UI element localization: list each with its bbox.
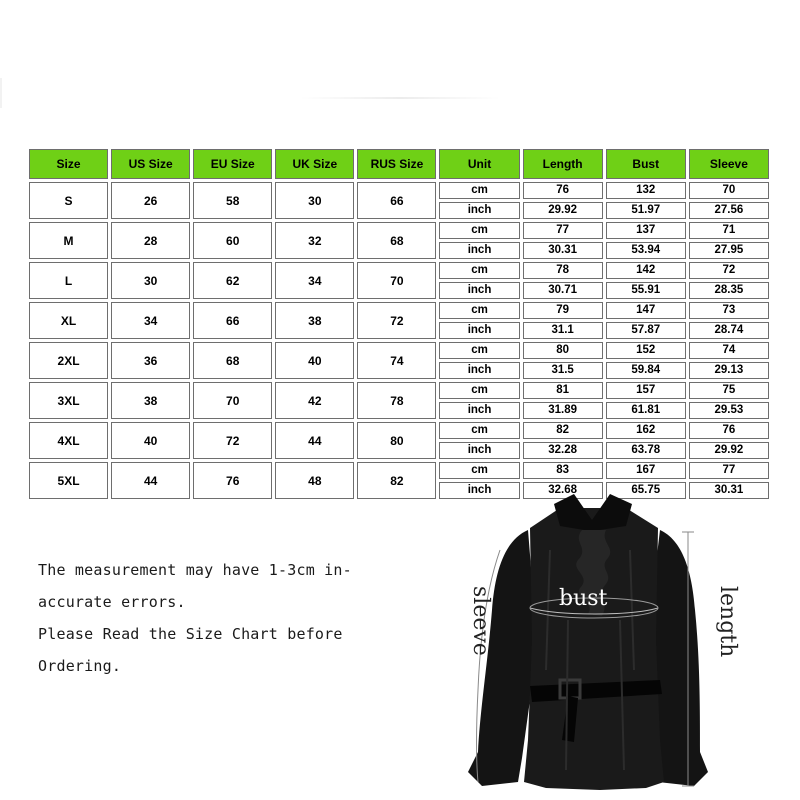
note-line: Please Read the Size Chart before — [38, 625, 343, 643]
table-row — [29, 222, 769, 239]
cell-eu: 62 — [193, 262, 272, 299]
cell-uk: 38 — [275, 302, 354, 339]
cell-size: 4XL — [29, 422, 108, 459]
cell-sleeve: 28.74 — [689, 322, 769, 339]
cell-size: XL — [29, 302, 108, 339]
left-sleeve-shape — [468, 530, 536, 786]
cell-unit: cm — [439, 462, 519, 479]
column-header: Unit — [439, 149, 519, 179]
cell-unit: cm — [439, 262, 519, 279]
bust-label: bust — [559, 586, 608, 611]
cell-bust: 57.87 — [606, 322, 686, 339]
measurement-note — [38, 554, 398, 682]
cell-unit: cm — [439, 302, 519, 319]
note-line: Ordering. — [38, 657, 122, 675]
cell-rus: 68 — [357, 222, 436, 259]
cell-length: 29.92 — [523, 202, 603, 219]
cell-unit: cm — [439, 222, 519, 239]
cell-length: 77 — [523, 222, 603, 239]
table-row — [29, 462, 769, 479]
cell-eu: 60 — [193, 222, 272, 259]
note-line: accurate errors. — [38, 593, 186, 611]
cell-unit: inch — [439, 202, 519, 219]
cell-us: 40 — [111, 422, 190, 459]
cell-us: 36 — [111, 342, 190, 379]
table-row — [29, 422, 769, 439]
cell-unit: inch — [439, 362, 519, 379]
table-row — [29, 302, 769, 319]
cell-bust: 142 — [606, 262, 686, 279]
cell-bust: 65.75 — [606, 482, 686, 499]
cell-eu: 58 — [193, 182, 272, 219]
cell-unit: inch — [439, 402, 519, 419]
cell-uk: 32 — [275, 222, 354, 259]
cell-bust: 147 — [606, 302, 686, 319]
cell-length: 30.31 — [523, 242, 603, 259]
cell-us: 26 — [111, 182, 190, 219]
cell-bust: 55.91 — [606, 282, 686, 299]
cell-length: 30.71 — [523, 282, 603, 299]
cell-bust: 63.78 — [606, 442, 686, 459]
cell-uk: 48 — [275, 462, 354, 499]
cell-length: 83 — [523, 462, 603, 479]
cell-unit: inch — [439, 322, 519, 339]
cell-unit: cm — [439, 342, 519, 359]
cell-us: 34 — [111, 302, 190, 339]
cell-bust: 53.94 — [606, 242, 686, 259]
cell-length: 78 — [523, 262, 603, 279]
cell-rus: 74 — [357, 342, 436, 379]
cell-sleeve: 76 — [689, 422, 769, 439]
cell-eu: 76 — [193, 462, 272, 499]
cell-rus: 78 — [357, 382, 436, 419]
length-label: length — [715, 586, 740, 658]
column-header: US Size — [111, 149, 190, 179]
header-row — [29, 149, 769, 179]
cell-eu: 70 — [193, 382, 272, 419]
cell-bust: 59.84 — [606, 362, 686, 379]
shirt-measurement-figure — [450, 490, 750, 795]
cell-uk: 42 — [275, 382, 354, 419]
note-line: The measurement may have 1-3cm in- — [38, 561, 352, 579]
cell-rus: 72 — [357, 302, 436, 339]
cell-sleeve: 29.53 — [689, 402, 769, 419]
cell-length: 31.5 — [523, 362, 603, 379]
cell-sleeve: 72 — [689, 262, 769, 279]
table-row — [29, 342, 769, 359]
cell-rus: 70 — [357, 262, 436, 299]
cell-sleeve: 75 — [689, 382, 769, 399]
size-chart-table — [26, 146, 772, 502]
cell-rus: 82 — [357, 462, 436, 499]
column-header: Sleeve — [689, 149, 769, 179]
cell-uk: 30 — [275, 182, 354, 219]
cell-eu: 68 — [193, 342, 272, 379]
cell-length: 31.89 — [523, 402, 603, 419]
cell-uk: 44 — [275, 422, 354, 459]
cell-size: 2XL — [29, 342, 108, 379]
column-header: EU Size — [193, 149, 272, 179]
cell-size: M — [29, 222, 108, 259]
table-body — [29, 182, 769, 499]
cell-unit: inch — [439, 242, 519, 259]
cell-sleeve: 29.92 — [689, 442, 769, 459]
cell-uk: 40 — [275, 342, 354, 379]
cell-unit: cm — [439, 382, 519, 399]
shirt-illustration — [450, 490, 750, 795]
cell-us: 28 — [111, 222, 190, 259]
cell-bust: 157 — [606, 382, 686, 399]
cell-size: 5XL — [29, 462, 108, 499]
cell-length: 81 — [523, 382, 603, 399]
cell-length: 32.68 — [523, 482, 603, 499]
cell-bust: 132 — [606, 182, 686, 199]
column-header: UK Size — [275, 149, 354, 179]
cell-bust: 51.97 — [606, 202, 686, 219]
table-row — [29, 382, 769, 399]
sleeve-label: sleeve — [468, 586, 493, 656]
cell-length: 80 — [523, 342, 603, 359]
cell-length: 32.28 — [523, 442, 603, 459]
cell-sleeve: 28.35 — [689, 282, 769, 299]
cell-size: S — [29, 182, 108, 219]
cell-us: 30 — [111, 262, 190, 299]
cell-us: 38 — [111, 382, 190, 419]
cell-eu: 72 — [193, 422, 272, 459]
cell-sleeve: 74 — [689, 342, 769, 359]
cell-sleeve: 30.31 — [689, 482, 769, 499]
cell-unit: cm — [439, 182, 519, 199]
cell-us: 44 — [111, 462, 190, 499]
column-header: Size — [29, 149, 108, 179]
background-mark — [0, 78, 2, 108]
column-header: RUS Size — [357, 149, 436, 179]
table-row — [29, 182, 769, 199]
cell-sleeve: 73 — [689, 302, 769, 319]
cell-unit: cm — [439, 422, 519, 439]
cell-bust: 152 — [606, 342, 686, 359]
cell-sleeve: 27.56 — [689, 202, 769, 219]
cell-bust: 162 — [606, 422, 686, 439]
column-header: Bust — [606, 149, 686, 179]
cell-sleeve: 77 — [689, 462, 769, 479]
cell-rus: 66 — [357, 182, 436, 219]
cell-sleeve: 71 — [689, 222, 769, 239]
cell-bust: 61.81 — [606, 402, 686, 419]
table-header — [29, 149, 769, 179]
background-line — [300, 97, 500, 99]
cell-unit: inch — [439, 482, 519, 499]
column-header: Length — [523, 149, 603, 179]
cell-bust: 167 — [606, 462, 686, 479]
cell-sleeve: 70 — [689, 182, 769, 199]
cell-rus: 80 — [357, 422, 436, 459]
cell-length: 31.1 — [523, 322, 603, 339]
cell-bust: 137 — [606, 222, 686, 239]
cell-sleeve: 29.13 — [689, 362, 769, 379]
cell-uk: 34 — [275, 262, 354, 299]
cell-length: 76 — [523, 182, 603, 199]
cell-length: 82 — [523, 422, 603, 439]
cell-unit: inch — [439, 442, 519, 459]
cell-size: 3XL — [29, 382, 108, 419]
cell-sleeve: 27.95 — [689, 242, 769, 259]
cell-length: 79 — [523, 302, 603, 319]
table-row — [29, 262, 769, 279]
cell-eu: 66 — [193, 302, 272, 339]
cell-unit: inch — [439, 282, 519, 299]
cell-size: L — [29, 262, 108, 299]
